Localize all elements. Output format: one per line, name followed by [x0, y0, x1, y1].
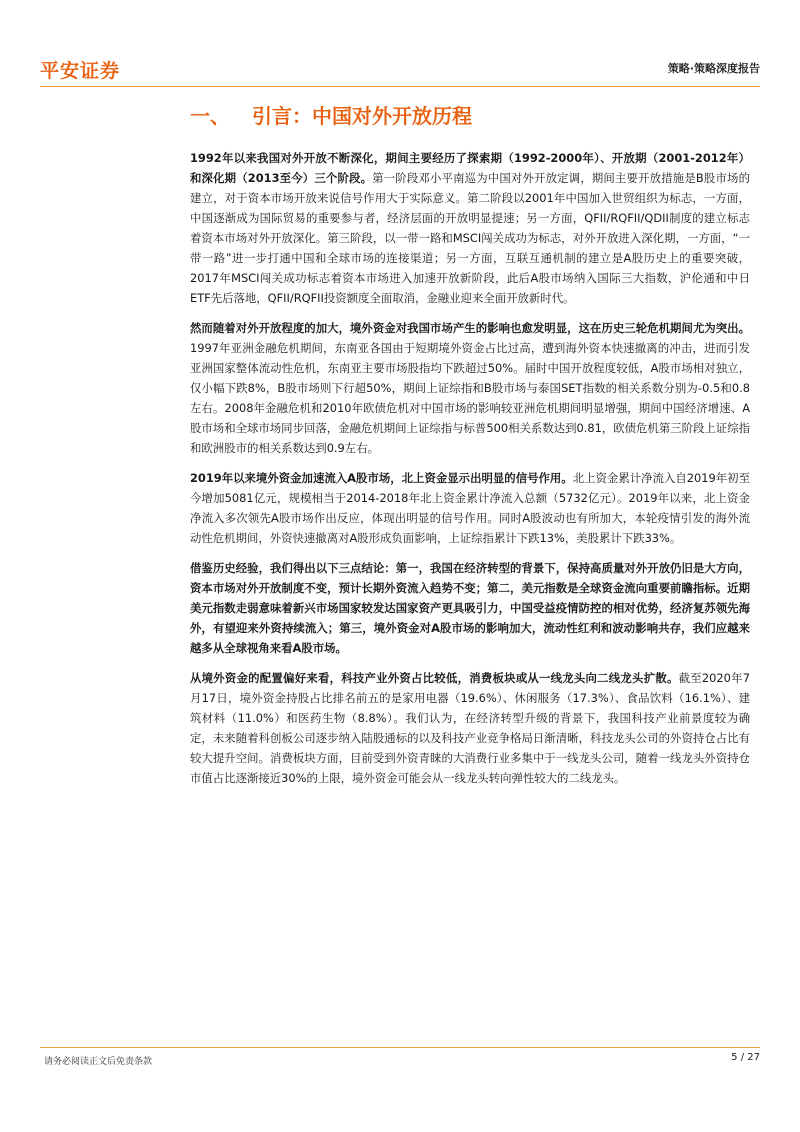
- page-footer: [40, 1047, 760, 1068]
- paragraph-lead: 然而随着对外开放程度的加大，境外资金对我国市场产生的影响也愈发明显，这在历史三轮危机期间尤为突出。: [190, 321, 750, 335]
- paragraph-4: [190, 558, 750, 658]
- paragraph-lead: 借鉴历史经验，我们得出以下三点结论：第一，我国在经济转型的背景下，保持高质量对外开放仍旧是大方向，资本市场对外开放制度不变，预计长期外资流入趋势不变；第二，美元指数是全球资金流向重要前瞻指标。近期美元指数走弱意味着新兴市场国家较发达国家资产更具吸引力，中国受益疫情防控的相对优势，经济复苏领先海外，有望迎来外资持续流入；第三，境外资金对A股市场的影响加大，流动性红利和波动影响共存，我们应越来越多从全球视角来看A股市场。: [190, 561, 750, 655]
- paragraph-body: 1997年亚洲金融危机期间，东南亚各国由于短期境外资金占比过高，遭到海外资本快速撤离的冲击，进而引发亚洲国家整体流动性危机，东南亚主要市场股指均下跌超过50%。届时中国开放程度较低，A股市场相对独立，仅小幅下跌8%，B股市场则下行超50%，期间上证综指和B股市场与泰国SET指数的相关系数分别为-0.5和0.8左右。2008年金融危机和2010年欧债危机对中国市场的影响较亚洲危机期间明显增强，期间中国经济增速、A股市场和全球市场同步回落，金融危机期间上证综指与标普500相关系数达到0.81，欧债危机第三阶段上证综指和欧洲股市的相关系数达到0.9左右。: [190, 341, 750, 455]
- paragraph-body: 第一阶段邓小平南巡为中国对外开放定调，期间主要开放措施是B股市场的建立，对于资本市场开放来说信号作用大于实际意义。第二阶段以2001年中国加入世贸组织为标志，一方面，中国逐渐成为国际贸易的重要参与者，经济层面的开放明显提速；另一方面，QFII/RQFII/QDII制度的建立标志着资本市场对外开放深化。第三阶段，以一带一路和MSCI闯关成功为标志，对外开放进入深化期，一方面，“一带一路”进一步打通中国和全球市场的连接渠道；另一方面，互联互通机制的建立是A股历史上的重要突破，2017年MSCI闯关成功标志着资本市场进入加速开放新阶段，此后A股市场纳入国际三大指数，沪伦通和中日ETF先后落地，QFII/RQFII投资额度全面取消，金融业迎来全面开放新时代。: [190, 171, 750, 305]
- paragraph-lead: 1992年以来我国对外开放不断深化，期间主要经历了探索期（1992-2000年）、开放期（2001-2012年）和深化期（2013至今）三个阶段。: [190, 151, 750, 185]
- report-type-label: 策略·策略深度报告: [667, 62, 760, 75]
- page-number: 5 / 27: [731, 1052, 760, 1063]
- paragraph-body: 截至2020年7月17日，境外资金持股占比排名前五的是家用电器（19.6%）、休闲服务（17.3%）、食品饮料（16.1%）、建筑材料（11.0%）和医药生物（8.8%）。我们认为，在经济转型升级的背景下，我国科技产业前景度较为确定，未来随着科创板公司逐步纳入陆股通标的以及科技产业竞争格局日渐清晰，科技龙头公司的外资持仓占比有较大提升空间。消费板块方面，目前受到外资青睐的大消费行业多集中于一线龙头公司，随着一线龙头外资持仓市值占比逐渐接近30%的上限，境外资金可能会从一线龙头转向弹性较大的二线龙头。: [190, 671, 750, 785]
- paragraph-1: [190, 148, 750, 308]
- page-header: [40, 50, 760, 87]
- main-content: [190, 148, 750, 798]
- paragraph-3: [190, 468, 750, 548]
- section-title-text: 引言：中国对外开放历程: [252, 104, 472, 128]
- company-logo: 平安证券: [40, 60, 121, 82]
- paragraph-lead: 从境外资金的配置偏好来看，科技产业外资占比较低，消费板块或从一线龙头向二线龙头扩散。: [190, 671, 679, 685]
- disclaimer-text: 请务必阅读正文后免责条款: [44, 1057, 153, 1067]
- paragraph-2: [190, 318, 750, 458]
- paragraph-body: 北上资金累计净流入自2019年初至今增加5081亿元，规模相当于2014-2018年北上资金累计净流入总额（5732亿元）。2019年以来，北上资金净流入多次领先A股市场作出反应，体现出明显的信号作用。同时A股波动也有所加大，本轮疫情引发的海外流动性危机期间，外资快速撤离对A股形成负面影响，上证综指累计下跌13%，美股累计下跌33%。: [190, 471, 750, 545]
- paragraph-lead: 2019年以来境外资金加速流入A股市场，北上资金显示出明显的信号作用。: [190, 471, 573, 485]
- paragraph-5: [190, 668, 750, 788]
- section-title: [190, 100, 472, 129]
- section-number: 一、: [190, 104, 230, 128]
